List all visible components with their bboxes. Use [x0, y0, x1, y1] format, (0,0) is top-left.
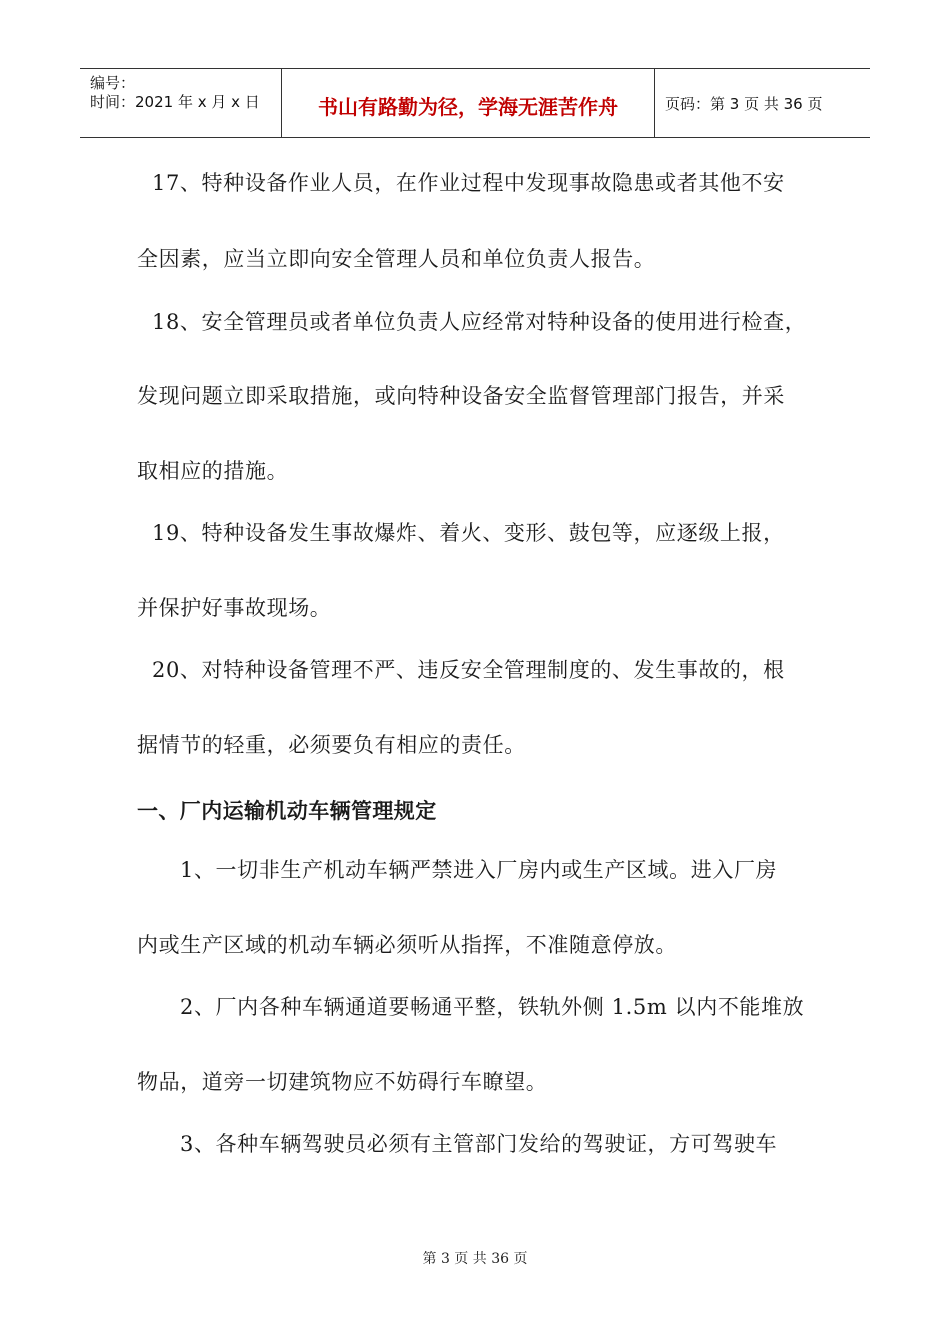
body-line: 并保护好事故现场。 [137, 596, 332, 620]
body-line: 取相应的措施。 [137, 459, 289, 483]
body-line: 内或生产区域的机动车辆必须听从指挥，不准随意停放。 [137, 933, 677, 957]
header-right-cell [655, 69, 870, 137]
body-line: 19、特种设备发生事故爆炸、着火、变形、鼓包等，应逐级上报， [152, 521, 785, 545]
header-motto: 书山有路勤为径，学海无涯苦作舟 [318, 95, 618, 119]
body-line: 20、对特种设备管理不严、违反安全管理制度的、发生事故的，根 [152, 658, 785, 682]
body-line: 全因素，应当立即向安全管理人员和单位负责人报告。 [137, 247, 656, 271]
document-header [80, 68, 870, 138]
body-line: 3、各种车辆驾驶员必须有主管部门发给的驾驶证，方可驾驶车 [180, 1132, 778, 1156]
page-footer: 第 3 页 共 36 页 [422, 1251, 528, 1267]
document-date-label: 时间：2021 年 x 月 x 日 [90, 93, 260, 111]
header-middle-cell [282, 69, 655, 137]
body-line: 2、厂内各种车辆通道要畅通平整，铁轨外侧 1.5m 以内不能堆放 [180, 995, 805, 1019]
body-line: 据情节的轻重，必须要负有相应的责任。 [137, 733, 526, 757]
body-line: 发现问题立即采取措施，或向特种设备安全监督管理部门报告，并采 [137, 384, 785, 408]
body-line: 17、特种设备作业人员，在作业过程中发现事故隐患或者其他不安 [152, 171, 785, 195]
document-number-label: 编号： [90, 74, 136, 92]
body-line: 1、一切非生产机动车辆严禁进入厂房内或生产区域。进入厂房 [180, 858, 778, 882]
body-line: 物品，道旁一切建筑物应不妨碍行车瞭望。 [137, 1070, 548, 1094]
header-page-info: 页码：第 3 页 共 36 页 [665, 95, 823, 113]
header-left-cell [80, 69, 282, 137]
body-line: 18、安全管理员或者单位负责人应经常对特种设备的使用进行检查， [152, 310, 807, 334]
section-heading: 一、厂内运输机动车辆管理规定 [137, 799, 437, 823]
